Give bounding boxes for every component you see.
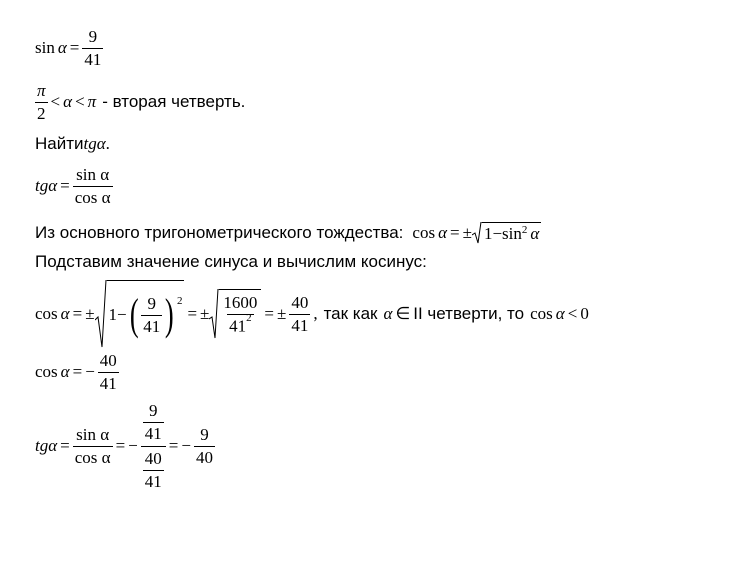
denominator: 41 (84, 49, 102, 69)
plus-minus-sign: ± (85, 304, 95, 323)
quadrant-line (35, 82, 245, 123)
alpha-symbol: α (555, 304, 565, 323)
compound-numerator (141, 402, 166, 446)
equals-sign: = (60, 176, 70, 196)
numerator: 9 (149, 401, 158, 420)
tangent-result-line (35, 402, 218, 490)
fraction-9-41 (143, 402, 164, 443)
radical-sign (472, 222, 482, 244)
numerator: 40 (99, 351, 117, 370)
radical-sign (95, 280, 107, 348)
one: 1 (108, 305, 118, 324)
less-than-sign: < (75, 92, 85, 112)
fraction-sin-cos (73, 166, 113, 207)
fraction-9-41 (141, 295, 162, 336)
cos-function: cos (530, 304, 553, 323)
plus-minus-sign: ± (276, 304, 287, 323)
comma: , (313, 304, 318, 323)
denominator: cos α (74, 447, 111, 467)
fraction-1600-41sq (221, 294, 259, 335)
plus-minus-sign: ± (200, 304, 210, 323)
numerator: 40 (144, 448, 162, 468)
compound-fraction (141, 402, 166, 490)
equals-sign: = (187, 304, 198, 323)
minus-sign: − (85, 362, 95, 382)
square-root (209, 289, 261, 339)
numerator: sin α (76, 165, 110, 184)
numerator: sin α (76, 424, 110, 444)
minus-sign: − (181, 436, 191, 456)
plus-minus-sign: ± (462, 223, 472, 242)
alpha-symbol: α (60, 304, 70, 323)
radicand (482, 222, 541, 244)
fraction-40-41 (289, 294, 310, 335)
pi-symbol: π (87, 92, 97, 112)
fraction-9-40 (194, 426, 215, 467)
tangent-definition-line (35, 166, 116, 207)
zero: 0 (580, 304, 589, 323)
fraction-40-41 (143, 450, 164, 491)
cosine-computation-line (35, 280, 589, 348)
numerator: π (37, 81, 46, 100)
denominator: 41 (291, 315, 309, 335)
identity-text: Из основного тригонометрического тождества: (35, 223, 404, 242)
equals-sign: = (168, 436, 179, 456)
tangent-symbol: tgα (83, 134, 106, 153)
denominator: 41 (143, 316, 161, 336)
substitution-text: Подставим значение синуса и вычислим косинус: (35, 252, 427, 271)
denominator: 41 (144, 471, 162, 491)
exponent: 2 (176, 295, 183, 307)
less-than-sign: < (567, 304, 578, 323)
radicand (107, 280, 185, 348)
equals-sign: = (264, 304, 274, 323)
numerator: 9 (88, 27, 98, 46)
fraction-sin-cos (73, 426, 113, 467)
alpha-symbol: α (530, 224, 540, 243)
denominator: 40 (195, 447, 213, 467)
quadrant-condition-text: II четверти, то (413, 304, 525, 323)
alpha-symbol: α (60, 362, 70, 382)
one: 1 (483, 224, 493, 243)
cosine-result-line (35, 352, 122, 393)
fraction-pi-2 (35, 82, 48, 123)
radicand (219, 289, 261, 339)
substitution-line (35, 252, 427, 272)
equals-sign: = (450, 223, 460, 242)
cos-function: cos (35, 304, 58, 323)
numerator: 9 (200, 424, 209, 444)
exponent: 2 (521, 224, 528, 236)
given-sine-line (35, 28, 106, 69)
task-line (35, 134, 110, 154)
square-root (95, 280, 185, 348)
identity-line (35, 222, 541, 244)
equals-sign: = (72, 362, 83, 382)
sin-function: sin (35, 38, 55, 58)
denominator: 2 (37, 103, 46, 123)
minus-sign: − (492, 224, 503, 243)
element-of-sign: ∈ (395, 304, 411, 323)
equals-sign: = (60, 436, 70, 456)
quadrant-text: - вторая четверть. (102, 92, 246, 112)
radical-sign (209, 289, 219, 339)
minus-sign: − (128, 436, 138, 456)
numerator: 40 (291, 292, 309, 312)
denominator (227, 314, 254, 336)
left-paren: ( (129, 290, 139, 339)
less-than-sign: < (50, 92, 61, 112)
exponent: 2 (246, 312, 252, 325)
sin-function: sin (502, 224, 522, 243)
fraction-9-41 (82, 28, 103, 69)
alpha-symbol: α (63, 92, 73, 112)
denominator: cos α (74, 187, 111, 207)
denominator-base: 41 (229, 316, 247, 336)
equals-sign: = (72, 304, 83, 323)
compound-denominator (141, 446, 166, 491)
cos-function: cos (412, 223, 436, 242)
tangent-symbol: tgα (35, 436, 58, 456)
numerator: 9 (147, 293, 157, 313)
alpha-symbol: α (438, 223, 448, 242)
numerator: 1600 (223, 293, 258, 313)
minus-sign: − (117, 305, 127, 324)
period: . (105, 134, 110, 153)
cos-function: cos (35, 362, 58, 382)
alpha-symbol: α (383, 304, 393, 323)
fraction-40-41 (98, 352, 119, 393)
since-text: так как (323, 304, 378, 323)
equals-sign: = (69, 38, 80, 58)
equals-sign: = (115, 436, 126, 456)
tangent-symbol: tgα (35, 176, 58, 196)
alpha-symbol: α (57, 38, 67, 58)
right-paren: ) (165, 290, 175, 339)
denominator: 41 (99, 373, 117, 393)
square-root (472, 222, 541, 244)
task-text: Найти (35, 134, 84, 153)
denominator: 41 (144, 423, 162, 443)
